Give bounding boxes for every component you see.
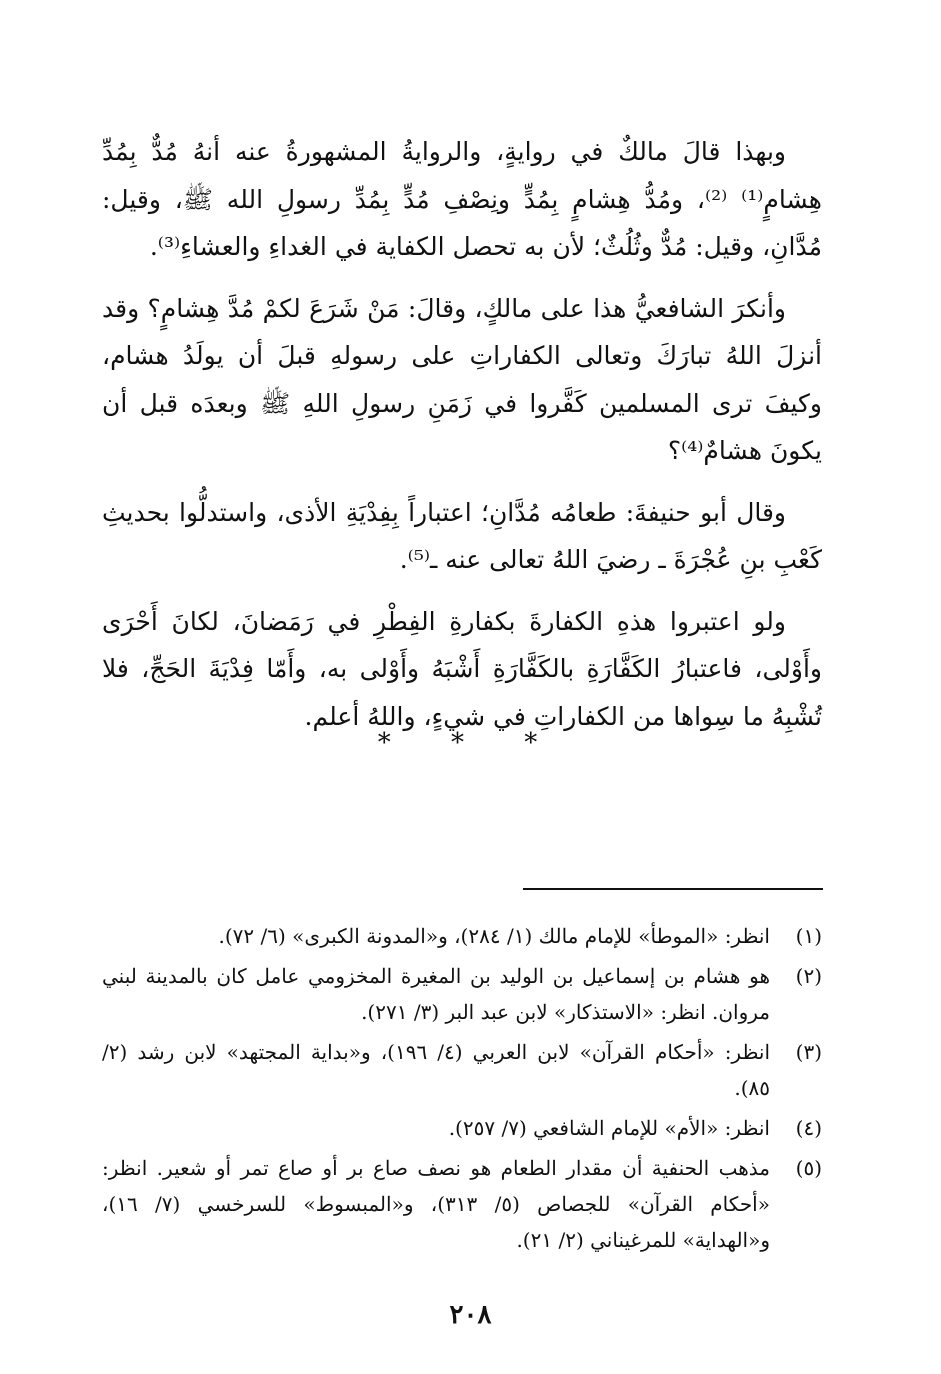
paragraph-2: وأنكرَ الشافعيُّ هذا على مالكٍ، وقالَ: مَنْ شَرَعَ لكمْ مُدَّ هِشامٍ؟ وقد أنزلَ اللهُ تبارَكَ وتعالى الكفاراتِ على رسولهِ قبلَ أن يولَدُ هشام، وكيفَ ترى المسلمين كَفَّروا في زَمَنِ رسولِ اللهِ ﷺ وبعدَه قبل أن يكونَ هشامٌ⁽⁴⁾؟ — [102, 293, 822, 465]
section-separator: * * * — [377, 728, 564, 758]
main-text — [102, 128, 822, 740]
footnote-number: (٣) — [795, 1040, 822, 1064]
footnote-item — [102, 958, 822, 1030]
footnote-number: (٤) — [795, 1116, 822, 1140]
footnote-text: انظر: «الأم» للإمام الشافعي (٧/ ٢٥٧). — [448, 1116, 770, 1140]
footnote-item — [102, 1034, 822, 1106]
footnote-item — [102, 1110, 822, 1146]
paragraph-3: وقال أبو حنيفةَ: طعامُه مُدَّانِ؛ اعتباراً بِفِدْيَةِ الأذى، واستدلُّوا بحديثِ كَعْبِ بنِ عُجْرَةَ ـ رضيَ اللهُ تعالى عنه ـ⁽⁵⁾. — [102, 497, 822, 574]
footnote-number: (٢) — [795, 964, 822, 988]
footnote-text: هو هشام بن إسماعيل بن الوليد بن المغيرة المخزومي عامل كان بالمدينة لبني مروان. انظر: «الاستذكار» لابن عبد البر (٣/ ٢٧١). — [102, 964, 770, 1024]
footnote-number: (١) — [795, 924, 822, 948]
footnote-number: (٥) — [795, 1156, 822, 1180]
footnote-text: انظر: «الموطأ» للإمام مالك (١/ ٢٨٤)، و«المدونة الكبرى» (٦/ ٧٢). — [218, 924, 770, 948]
footnote-text: انظر: «أحكام القرآن» لابن العربي (٤/ ١٩٦)، و«بداية المجتهد» لابن رشد (٢/ ٨٥). — [102, 1040, 770, 1100]
footnote-item — [102, 1150, 822, 1258]
paragraph-1: وبهذا قالَ مالكٌ في روايةٍ، والروايةُ المشهورةُ عنه أنهُ مُدٌّ بِمُدِّ هِشامٍ⁽¹⁾ ⁽²⁾، ومُدُّ هِشامٍ بِمُدٍّ ونِصْفِ مُدٍّ بِمُدِّ رسولِ الله ﷺ، وقيل: مُدَّانِ، وقيل: مُدٌّ وثُلُثٌ؛ لأن به تحصل الكفاية في الغداءِ والعشاءِ⁽³⁾. — [102, 137, 822, 261]
footnote-text: مذهب الحنفية أن مقدار الطعام هو نصف صاع بر أو صاع تمر أو شعير. انظر: «أحكام القرآن» للجصاص (٥/ ٣١٣)، و«المبسوط» للسرخسي (٧/ ١٦)، و«الهداية» للمرغيناني (٢/ ٢١). — [102, 1156, 770, 1252]
footnote-divider — [523, 888, 823, 890]
paragraph-4: ولو اعتبروا هذهِ الكفارةَ بكفارةِ الفِطْرِ في رَمَضانَ، لكانَ أَحْرَى وأَوْلى، فاعتبارُ الكَفَّارَةِ بالكَفَّارَةِ أَشْبَهُ وأَوْلى به، وأَمّا فِدْيَةَ الحَجِّ، فلا تُشْبِهُ ما سِواها من الكفاراتِ في شيءٍ، واللهُ أعلم. — [102, 606, 822, 731]
page-number: ٢٠٨ — [449, 1300, 492, 1330]
footnote-item — [102, 918, 822, 954]
footnotes — [102, 918, 822, 1262]
